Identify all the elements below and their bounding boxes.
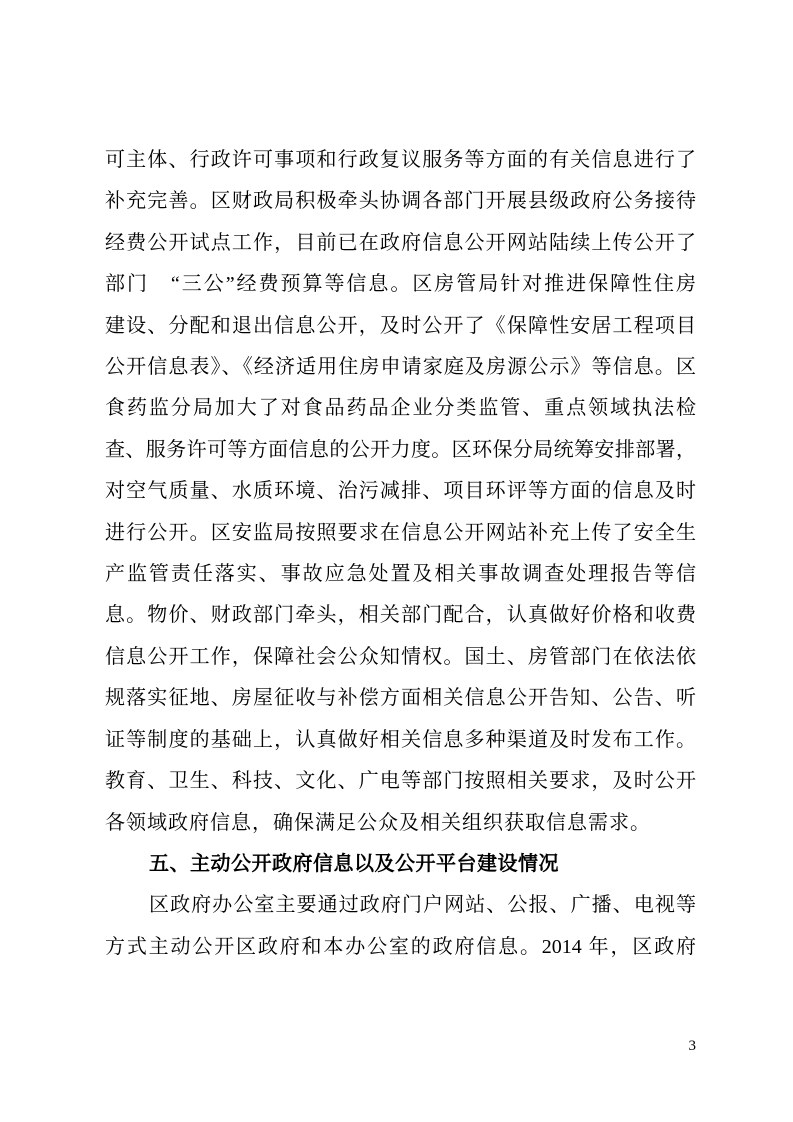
- text-line: 规落实征地、房屋征收与补偿方面相关信息公开告知、公告、听: [105, 687, 696, 710]
- page-number: 3: [688, 1038, 696, 1054]
- text-line: 经费公开试点工作，目前已在政府信息公开网站陆续上传公开了: [105, 231, 696, 254]
- text-line: 各领域政府信息，确保满足公众及相关组织获取信息需求。: [105, 811, 651, 834]
- text-line: 补充完善。区财政局积极牵头协调各部门开展县级政府公务接待: [105, 190, 696, 213]
- text-line: 食药监分局加大了对食品药品企业分类监管、重点领域执法检: [105, 397, 696, 420]
- document-body: [105, 140, 696, 968]
- text-line: 查、服务许可等方面信息的公开力度。区环保分局统筹安排部署，: [105, 438, 696, 461]
- text-line: 可主体、行政许可事项和行政复议服务等方面的有关信息进行了: [105, 149, 696, 171]
- text-line: 方式主动公开区政府和本办公室的政府信息。2014 年，区政府: [105, 935, 696, 958]
- text-line: 产监管责任落实、事故应急处置及相关事故调查处理报告等信: [105, 563, 696, 586]
- text-line: 进行公开。区安监局按照要求在信息公开网站补充上传了安全生: [105, 521, 696, 544]
- text-line: 部门 “三公”经费预算等信息。区房管局针对推进保障性住房: [105, 273, 696, 296]
- text-line: 区政府办公室主要通过政府门户网站、公报、广播、电视等: [149, 894, 696, 917]
- text-line: 公开信息表》、《经济适用住房申请家庭及房源公示》等信息。区: [105, 356, 696, 379]
- section-heading: 五、主动公开政府信息以及公开平台建设情况: [149, 852, 559, 875]
- text-line: 信息公开工作，保障社会公众知情权。国土、房管部门在依法依: [105, 645, 696, 668]
- text-line: 对空气质量、水质环境、治污减排、项目环评等方面的信息及时: [105, 480, 696, 503]
- text-line: 证等制度的基础上，认真做好相关信息多种渠道及时发布工作。: [105, 728, 696, 751]
- text-line: 建设、分配和退出信息公开，及时公开了《保障性安居工程项目: [105, 314, 696, 337]
- text-line: 息。物价、财政部门牵头，相关部门配合，认真做好价格和收费: [105, 604, 696, 627]
- text-line: 教育、卫生、科技、文化、广电等部门按照相关要求，及时公开: [105, 770, 696, 793]
